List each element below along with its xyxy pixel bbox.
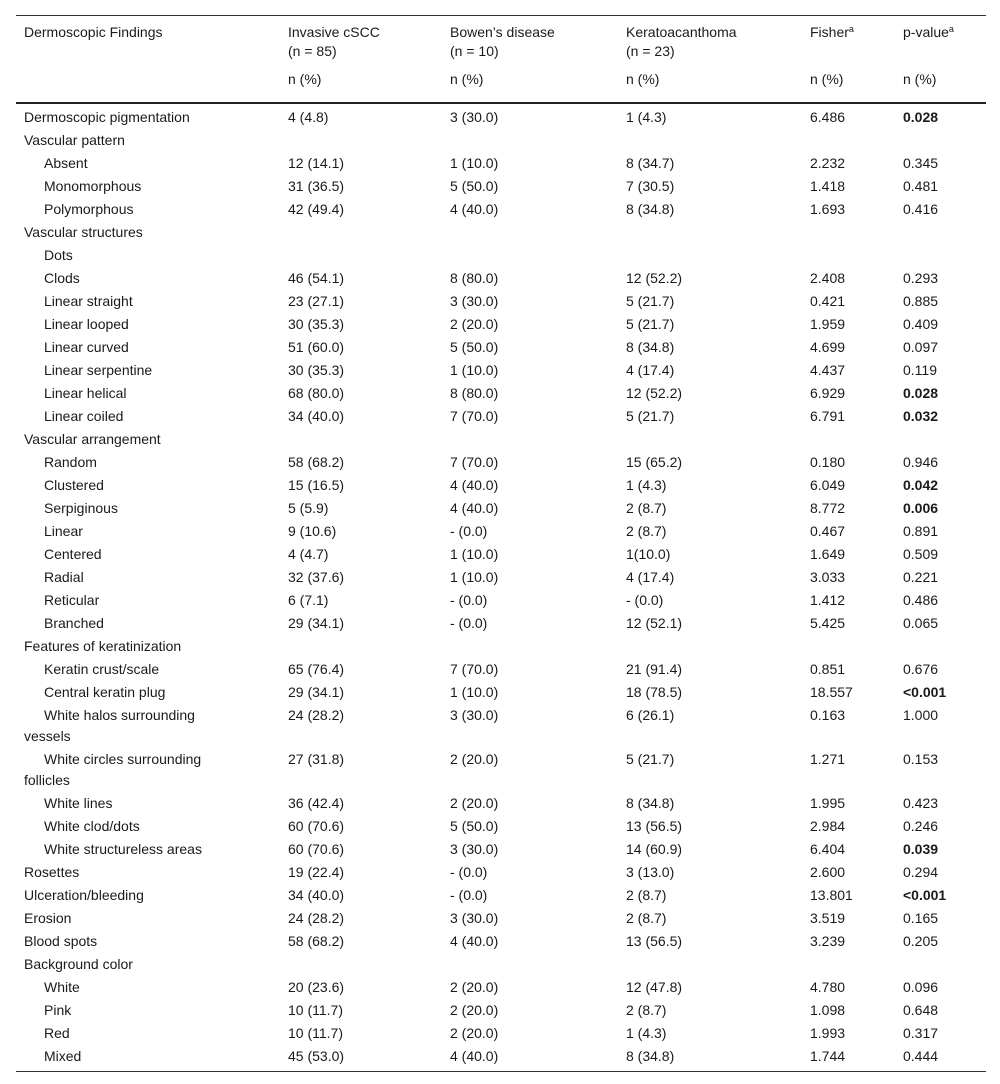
cell-fisher: 0.163 [810,707,846,723]
cell-fisher [802,428,895,451]
cell-fisher: 1.649 [810,546,846,562]
cell-bowens-disease: 1 (10.0) [450,684,499,700]
cell-invasive-cscc: 29 (34.1) [288,684,345,700]
cell-bowens-disease: - (0.0) [450,615,488,631]
row-label: White structureless areas [44,841,202,857]
cell-p-value: 0.119 [903,362,937,378]
row-label: White halos surrounding vessels [24,707,195,744]
table-row [16,221,986,244]
cell-fisher: 5.425 [810,615,846,631]
cell-invasive-cscc: 34 (40.0) [288,887,345,903]
table-header [16,16,986,104]
cell-invasive-cscc: 65 (76.4) [288,661,345,677]
cell-fisher [802,129,895,152]
cell-keratoacanthoma: 2 (8.7) [626,887,667,903]
row-label: Branched [44,615,104,631]
cell-bowens-disease: 3 (30.0) [450,293,499,309]
cell-fisher: 4.699 [810,339,846,355]
cell-p-value: 0.153 [903,751,939,767]
cell-p-value [895,953,986,976]
header-fisher: Fisher$^a$ [802,16,895,65]
table-row [16,359,986,382]
table-row [16,129,986,152]
cell-bowens-disease: - (0.0) [450,887,488,903]
cell-invasive-cscc: 4 (4.7) [288,546,329,562]
cell-bowens-disease: 1 (10.0) [450,362,499,378]
cell-fisher: 1.418 [810,178,846,194]
row-label: White [44,979,80,995]
cell-keratoacanthoma: 1 (4.3) [626,477,667,493]
cell-fisher: 8.772 [810,500,846,516]
row-label: Clustered [44,477,104,493]
cell-bowens-disease: 2 (20.0) [450,979,499,995]
cell-p-value: <0.001 [903,887,947,903]
cell-keratoacanthoma: 8 (34.8) [618,1045,802,1072]
cell-p-value: 0.006 [903,500,939,516]
header-p-value: p-value$^a$ [895,16,986,65]
row-label: Blood spots [24,933,98,949]
cell-bowens-disease: - (0.0) [450,864,488,880]
table-row [16,612,986,635]
cell-fisher: 1.271 [810,751,846,767]
cell-p-value: 0.416 [903,201,939,217]
table-row [16,748,986,792]
cell-bowens-disease: 5 (50.0) [450,178,499,194]
row-label: Background color [24,956,133,972]
cell-p-value: 0.065 [903,615,939,631]
cell-fisher: 2.600 [810,864,846,880]
cell-bowens-disease: 5 (50.0) [450,339,499,355]
cell-p-value: <0.001 [903,684,947,700]
cell-fisher: 4.437 [810,362,846,378]
cell-p-value: 0.028 [903,385,939,401]
cell-fisher: 6.791 [810,408,846,424]
row-label: Reticular [44,592,100,608]
cell-p-value: 0.317 [903,1025,939,1041]
row-label: White clod/dots [44,818,140,834]
table-row [16,405,986,428]
row-label: Random [44,454,97,470]
table-row [16,838,986,861]
cell-invasive-cscc: 60 (70.6) [288,818,345,834]
row-label: Erosion [24,910,72,926]
cell-p-value: 0.946 [903,454,939,470]
table-row [16,336,986,359]
row-label: Central keratin plug [44,684,166,700]
cell-invasive-cscc: 24 (28.2) [288,707,345,723]
table-row [16,907,986,930]
table-row [16,451,986,474]
cell-fisher: 3.033 [810,569,846,585]
cell-invasive-cscc: 10 (11.7) [288,1025,343,1041]
cell-keratoacanthoma: 2 (8.7) [626,910,667,926]
table-row [16,244,986,267]
row-label: Rosettes [24,864,80,880]
table-row [16,290,986,313]
cell-invasive-cscc: 42 (49.4) [288,201,345,217]
cell-keratoacanthoma: 18 (78.5) [626,684,683,700]
cell-fisher: 2.232 [810,155,846,171]
cell-keratoacanthoma: 4 (17.4) [626,569,675,585]
cell-p-value [895,129,986,152]
cell-fisher: 0.467 [810,523,846,539]
cell-bowens-disease: 7 (70.0) [450,661,499,677]
cell-invasive-cscc: 32 (37.6) [288,569,345,585]
row-label: Radial [44,569,84,585]
cell-keratoacanthoma: 15 (65.2) [626,454,683,470]
unit-label: n (%) [802,64,895,103]
cell-keratoacanthoma: 7 (30.5) [626,178,675,194]
table-row [16,267,986,290]
cell-invasive-cscc: 68 (80.0) [288,385,345,401]
row-label: Linear helical [44,385,127,401]
cell-fisher: 1.744 [802,1045,895,1072]
cell-keratoacanthoma: 12 (52.2) [626,270,683,286]
cell-p-value: 0.246 [903,818,939,834]
cell-invasive-cscc: 4 (4.8) [288,109,329,125]
cell-invasive-cscc: 27 (31.8) [288,751,345,767]
cell-fisher: 18.557 [810,684,853,700]
table-row [16,976,986,999]
table-row [16,999,986,1022]
cell-bowens-disease: 4 (40.0) [450,933,499,949]
cell-p-value: 0.481 [903,178,939,194]
cell-keratoacanthoma: 13 (56.5) [626,933,683,949]
table-row [16,861,986,884]
row-label: Linear serpentine [44,362,153,378]
cell-invasive-cscc: 24 (28.2) [288,910,345,926]
cell-keratoacanthoma: 1 (4.3) [626,1025,667,1041]
row-label: Linear curved [44,339,129,355]
cell-bowens-disease: 1 (10.0) [450,155,499,171]
table-row [16,658,986,681]
cell-fisher: 1.995 [810,795,846,811]
cell-keratoacanthoma: 1(10.0) [626,546,671,562]
table-row [16,815,986,838]
cell-invasive-cscc: 31 (36.5) [288,178,345,194]
cell-keratoacanthoma: 5 (21.7) [626,316,675,332]
cell-p-value: 0.221 [903,569,939,585]
cell-invasive-cscc [280,244,442,267]
table-row [16,930,986,953]
cell-p-value: 0.097 [903,339,939,355]
cell-fisher: 0.851 [810,661,846,677]
cell-p-value: 0.039 [903,841,939,857]
cell-p-value [895,428,986,451]
unit-label: n (%) [618,64,802,103]
cell-invasive-cscc: 30 (35.3) [288,362,345,378]
cell-fisher: 6.486 [810,109,846,125]
cell-fisher: 1.993 [810,1025,846,1041]
row-label: Features of keratinization [24,638,182,654]
cell-bowens-disease: 8 (80.0) [450,270,499,286]
cell-keratoacanthoma: 21 (91.4) [626,661,683,677]
unit-label: n (%) [895,64,986,103]
cell-invasive-cscc: 5 (5.9) [288,500,329,516]
table-row [16,474,986,497]
cell-keratoacanthoma: 12 (52.2) [626,385,683,401]
row-label: Vascular pattern [24,132,125,148]
cell-bowens-disease [442,428,618,451]
cell-invasive-cscc [280,635,442,658]
cell-keratoacanthoma [618,129,802,152]
cell-p-value: 0.205 [903,933,939,949]
cell-fisher: 3.239 [810,933,846,949]
row-label: Monomorphous [44,178,142,194]
cell-bowens-disease: 7 (70.0) [450,454,499,470]
cell-fisher: 6.929 [810,385,846,401]
cell-bowens-disease: 4 (40.0) [450,201,499,217]
cell-invasive-cscc: 51 (60.0) [288,339,345,355]
table-row [16,953,986,976]
cell-fisher: 1.412 [810,592,846,608]
row-label: Linear [44,523,83,539]
cell-p-value: 0.028 [903,109,939,125]
cell-bowens-disease: 4 (40.0) [450,477,499,493]
row-label: Pink [44,1002,72,1018]
cell-bowens-disease: 4 (40.0) [450,500,499,516]
cell-fisher: 13.801 [810,887,853,903]
cell-fisher: 3.519 [810,910,846,926]
cell-bowens-disease: - (0.0) [450,523,488,539]
cell-bowens-disease: 3 (30.0) [450,109,499,125]
table-body [16,103,986,1072]
cell-keratoacanthoma: 5 (21.7) [626,293,675,309]
cell-p-value: 0.891 [903,523,939,539]
cell-keratoacanthoma [618,953,802,976]
row-label: Vascular structures [24,224,143,240]
cell-fisher: 4.780 [810,979,846,995]
cell-keratoacanthoma: 2 (8.7) [626,500,667,516]
cell-p-value: 0.345 [903,155,939,171]
row-label: Serpiginous [44,500,118,516]
cell-bowens-disease: 2 (20.0) [450,316,499,332]
cell-invasive-cscc: 10 (11.7) [288,1002,343,1018]
unit-label: n (%) [280,64,442,103]
cell-p-value: 0.409 [903,316,939,332]
cell-fisher: 2.408 [810,270,846,286]
cell-p-value [895,221,986,244]
cell-invasive-cscc [280,129,442,152]
cell-fisher: 6.404 [810,841,846,857]
table-row [16,589,986,612]
cell-bowens-disease: 2 (20.0) [450,1002,499,1018]
table-row [16,382,986,405]
cell-invasive-cscc: 20 (23.6) [288,979,345,995]
row-label: Linear looped [44,316,129,332]
cell-bowens-disease: 7 (70.0) [450,408,499,424]
table-row [16,543,986,566]
cell-bowens-disease: 3 (30.0) [450,707,499,723]
cell-keratoacanthoma: 2 (8.7) [626,523,667,539]
cell-bowens-disease: 3 (30.0) [450,910,499,926]
table-row [16,313,986,336]
cell-fisher [802,953,895,976]
cell-keratoacanthoma: 8 (34.8) [626,795,675,811]
row-label: Red [44,1025,70,1041]
cell-keratoacanthoma: 1 (4.3) [626,109,667,125]
cell-p-value: 0.676 [903,661,939,677]
cell-bowens-disease: 1 (10.0) [450,546,499,562]
row-label: Dots [44,247,73,263]
cell-invasive-cscc: 6 (7.1) [288,592,329,608]
cell-keratoacanthoma: 14 (60.9) [626,841,683,857]
cell-p-value: 0.294 [903,864,939,880]
table-row [16,428,986,451]
table-row [16,152,986,175]
header-bowens-disease: Bowen’s disease (n = 10) [442,16,618,65]
cell-keratoacanthoma: 12 (52.1) [626,615,683,631]
cell-keratoacanthoma: 3 (13.0) [626,864,675,880]
table-row [16,884,986,907]
header-keratoacanthoma: Keratoacanthoma (n = 23) [618,16,802,65]
cell-bowens-disease [442,953,618,976]
cell-bowens-disease: 8 (80.0) [450,385,499,401]
cell-keratoacanthoma: 8 (34.7) [626,155,675,171]
cell-invasive-cscc: 36 (42.4) [288,795,345,811]
header-row-titles [16,16,986,65]
table-row [16,635,986,658]
cell-keratoacanthoma [618,635,802,658]
table-row [16,175,986,198]
cell-keratoacanthoma [618,428,802,451]
cell-invasive-cscc: 15 (16.5) [288,477,345,493]
findings-table-container [16,15,986,1072]
table-row [16,792,986,815]
cell-invasive-cscc: 12 (14.1) [288,155,345,171]
row-label: Linear coiled [44,408,124,424]
row-label: Dermoscopic pigmentation [24,109,190,125]
cell-invasive-cscc [280,221,442,244]
cell-fisher: 1.693 [810,201,846,217]
cell-fisher [802,221,895,244]
table-row [16,497,986,520]
cell-fisher: 1.959 [810,316,846,332]
cell-keratoacanthoma [618,244,802,267]
unit-label: n (%) [442,64,618,103]
cell-invasive-cscc: 29 (34.1) [288,615,345,631]
table-row [16,198,986,221]
cell-invasive-cscc: 30 (35.3) [288,316,345,332]
header-findings: Dermoscopic Findings [16,16,280,65]
row-label: Keratin crust/scale [44,661,160,677]
header-row-units [16,64,986,103]
table-row [16,704,986,748]
cell-invasive-cscc: 9 (10.6) [288,523,337,539]
cell-p-value: 0.032 [903,408,939,424]
row-label: White circles surrounding follicles [24,751,202,788]
header-invasive-cscc: Invasive cSCC (n = 85) [280,16,442,65]
cell-p-value: 0.293 [903,270,939,286]
cell-p-value: 0.165 [903,910,939,926]
row-label: Vascular arrangement [24,431,161,447]
cell-bowens-disease: 4 (40.0) [442,1045,618,1072]
cell-p-value [895,244,986,267]
row-label: Mixed [16,1045,280,1072]
cell-invasive-cscc: 23 (27.1) [288,293,345,309]
cell-keratoacanthoma: 6 (26.1) [626,707,675,723]
cell-bowens-disease: 2 (20.0) [450,795,499,811]
table-row [16,1022,986,1045]
cell-p-value: 0.096 [903,979,939,995]
cell-bowens-disease: - (0.0) [450,592,488,608]
row-label: Clods [44,270,80,286]
cell-fisher: 6.049 [810,477,846,493]
cell-keratoacanthoma: 13 (56.5) [626,818,683,834]
table-row [16,681,986,704]
cell-fisher: 2.984 [810,818,846,834]
cell-bowens-disease: 2 (20.0) [450,751,499,767]
cell-bowens-disease [442,129,618,152]
row-label: Absent [44,155,88,171]
cell-bowens-disease: 3 (30.0) [450,841,499,857]
cell-fisher: 0.421 [810,293,846,309]
cell-invasive-cscc: 45 (53.0) [280,1045,442,1072]
table-row [16,103,986,129]
table-row [16,566,986,589]
cell-invasive-cscc: 19 (22.4) [288,864,345,880]
cell-p-value: 0.423 [903,795,939,811]
cell-keratoacanthoma: 8 (34.8) [626,339,675,355]
cell-invasive-cscc: 60 (70.6) [288,841,345,857]
cell-p-value: 0.885 [903,293,939,309]
cell-invasive-cscc: 58 (68.2) [288,454,345,470]
cell-keratoacanthoma: 8 (34.8) [626,201,675,217]
cell-invasive-cscc [280,428,442,451]
cell-keratoacanthoma: 2 (8.7) [626,1002,667,1018]
cell-p-value: 0.042 [903,477,939,493]
unit-empty [16,64,280,103]
cell-keratoacanthoma: - (0.0) [626,592,664,608]
table-row [16,520,986,543]
cell-bowens-disease [442,221,618,244]
cell-p-value: 0.509 [903,546,939,562]
table-row [16,1045,986,1072]
cell-invasive-cscc: 58 (68.2) [288,933,345,949]
cell-p-value: 0.648 [903,1002,939,1018]
cell-p-value: 0.444 [895,1045,986,1072]
cell-fisher [802,244,895,267]
row-label: Polymorphous [44,201,134,217]
cell-keratoacanthoma: 4 (17.4) [626,362,675,378]
cell-bowens-disease: 2 (20.0) [450,1025,499,1041]
cell-fisher [802,635,895,658]
row-label: White lines [44,795,113,811]
cell-invasive-cscc: 34 (40.0) [288,408,345,424]
cell-invasive-cscc [280,953,442,976]
row-label: Centered [44,546,102,562]
cell-bowens-disease [442,635,618,658]
cell-fisher: 0.180 [810,454,846,470]
cell-bowens-disease: 1 (10.0) [450,569,499,585]
cell-bowens-disease [442,244,618,267]
cell-p-value [895,635,986,658]
cell-keratoacanthoma: 5 (21.7) [626,751,675,767]
cell-keratoacanthoma [618,221,802,244]
cell-keratoacanthoma: 12 (47.8) [626,979,683,995]
dermoscopic-findings-table [16,15,986,1072]
row-label: Ulceration/bleeding [24,887,144,903]
cell-p-value: 1.000 [903,707,939,723]
cell-bowens-disease: 5 (50.0) [450,818,499,834]
cell-keratoacanthoma: 5 (21.7) [626,408,675,424]
row-label: Linear straight [44,293,133,309]
cell-fisher: 1.098 [810,1002,846,1018]
cell-p-value: 0.486 [903,592,939,608]
cell-invasive-cscc: 46 (54.1) [288,270,345,286]
